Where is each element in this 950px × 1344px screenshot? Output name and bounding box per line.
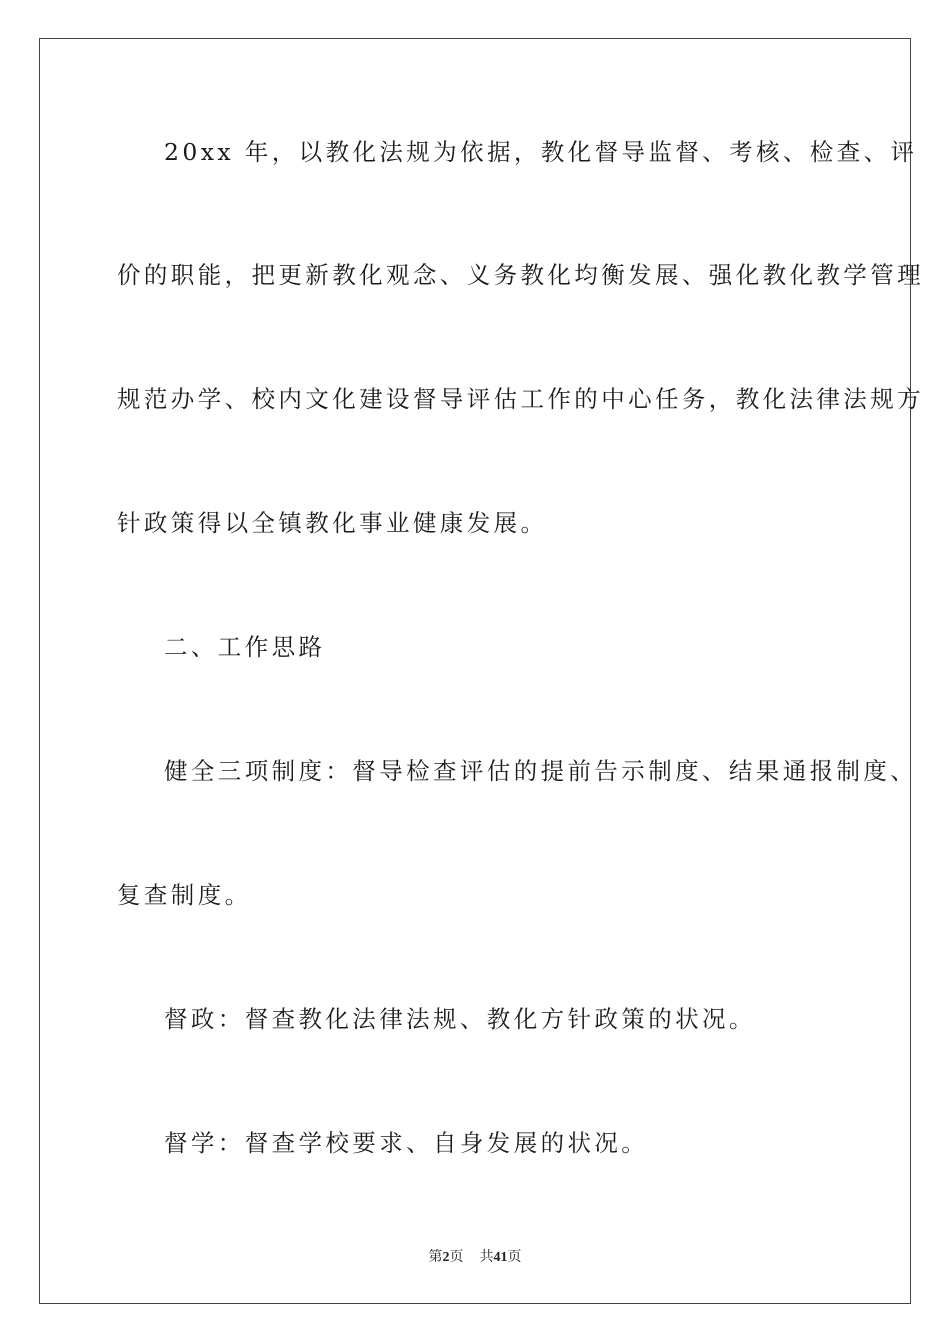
paragraph-line: 健全三项制度：督导检查评估的提前告示制度、结果通报制度、 <box>164 757 918 785</box>
paragraph-line: 规范办学、校内文化建设督导评估工作的中心任务，教化法律法规方 <box>117 385 924 413</box>
page-border <box>39 38 924 1304</box>
paragraph-line: 价的职能，把更新教化观念、义务教化均衡发展、强化教化教学管理 <box>117 261 924 289</box>
paragraph-line: 督学：督查学校要求、自身发展的状况。 <box>164 1129 649 1157</box>
total-suffix: 页 <box>507 1250 522 1265</box>
paragraph-line: 复查制度。 <box>117 881 252 909</box>
page-prefix: 第 <box>428 1250 443 1265</box>
total-prefix: 共 <box>479 1250 494 1265</box>
section-heading: 二、工作思路 <box>164 633 326 661</box>
paragraph-line: 督政：督查教化法律法规、教化方针政策的状况。 <box>164 1005 756 1033</box>
page-suffix: 页 <box>449 1250 464 1265</box>
page-number: 2 <box>442 1250 450 1265</box>
page-footer <box>0 1246 950 1266</box>
paragraph-line: 20xx 年，以教化法规为依据，教化督导监督、考核、检查、评 <box>164 138 918 166</box>
paragraph-line: 针政策得以全镇教化事业健康发展。 <box>117 509 548 537</box>
total-pages: 41 <box>493 1250 508 1265</box>
